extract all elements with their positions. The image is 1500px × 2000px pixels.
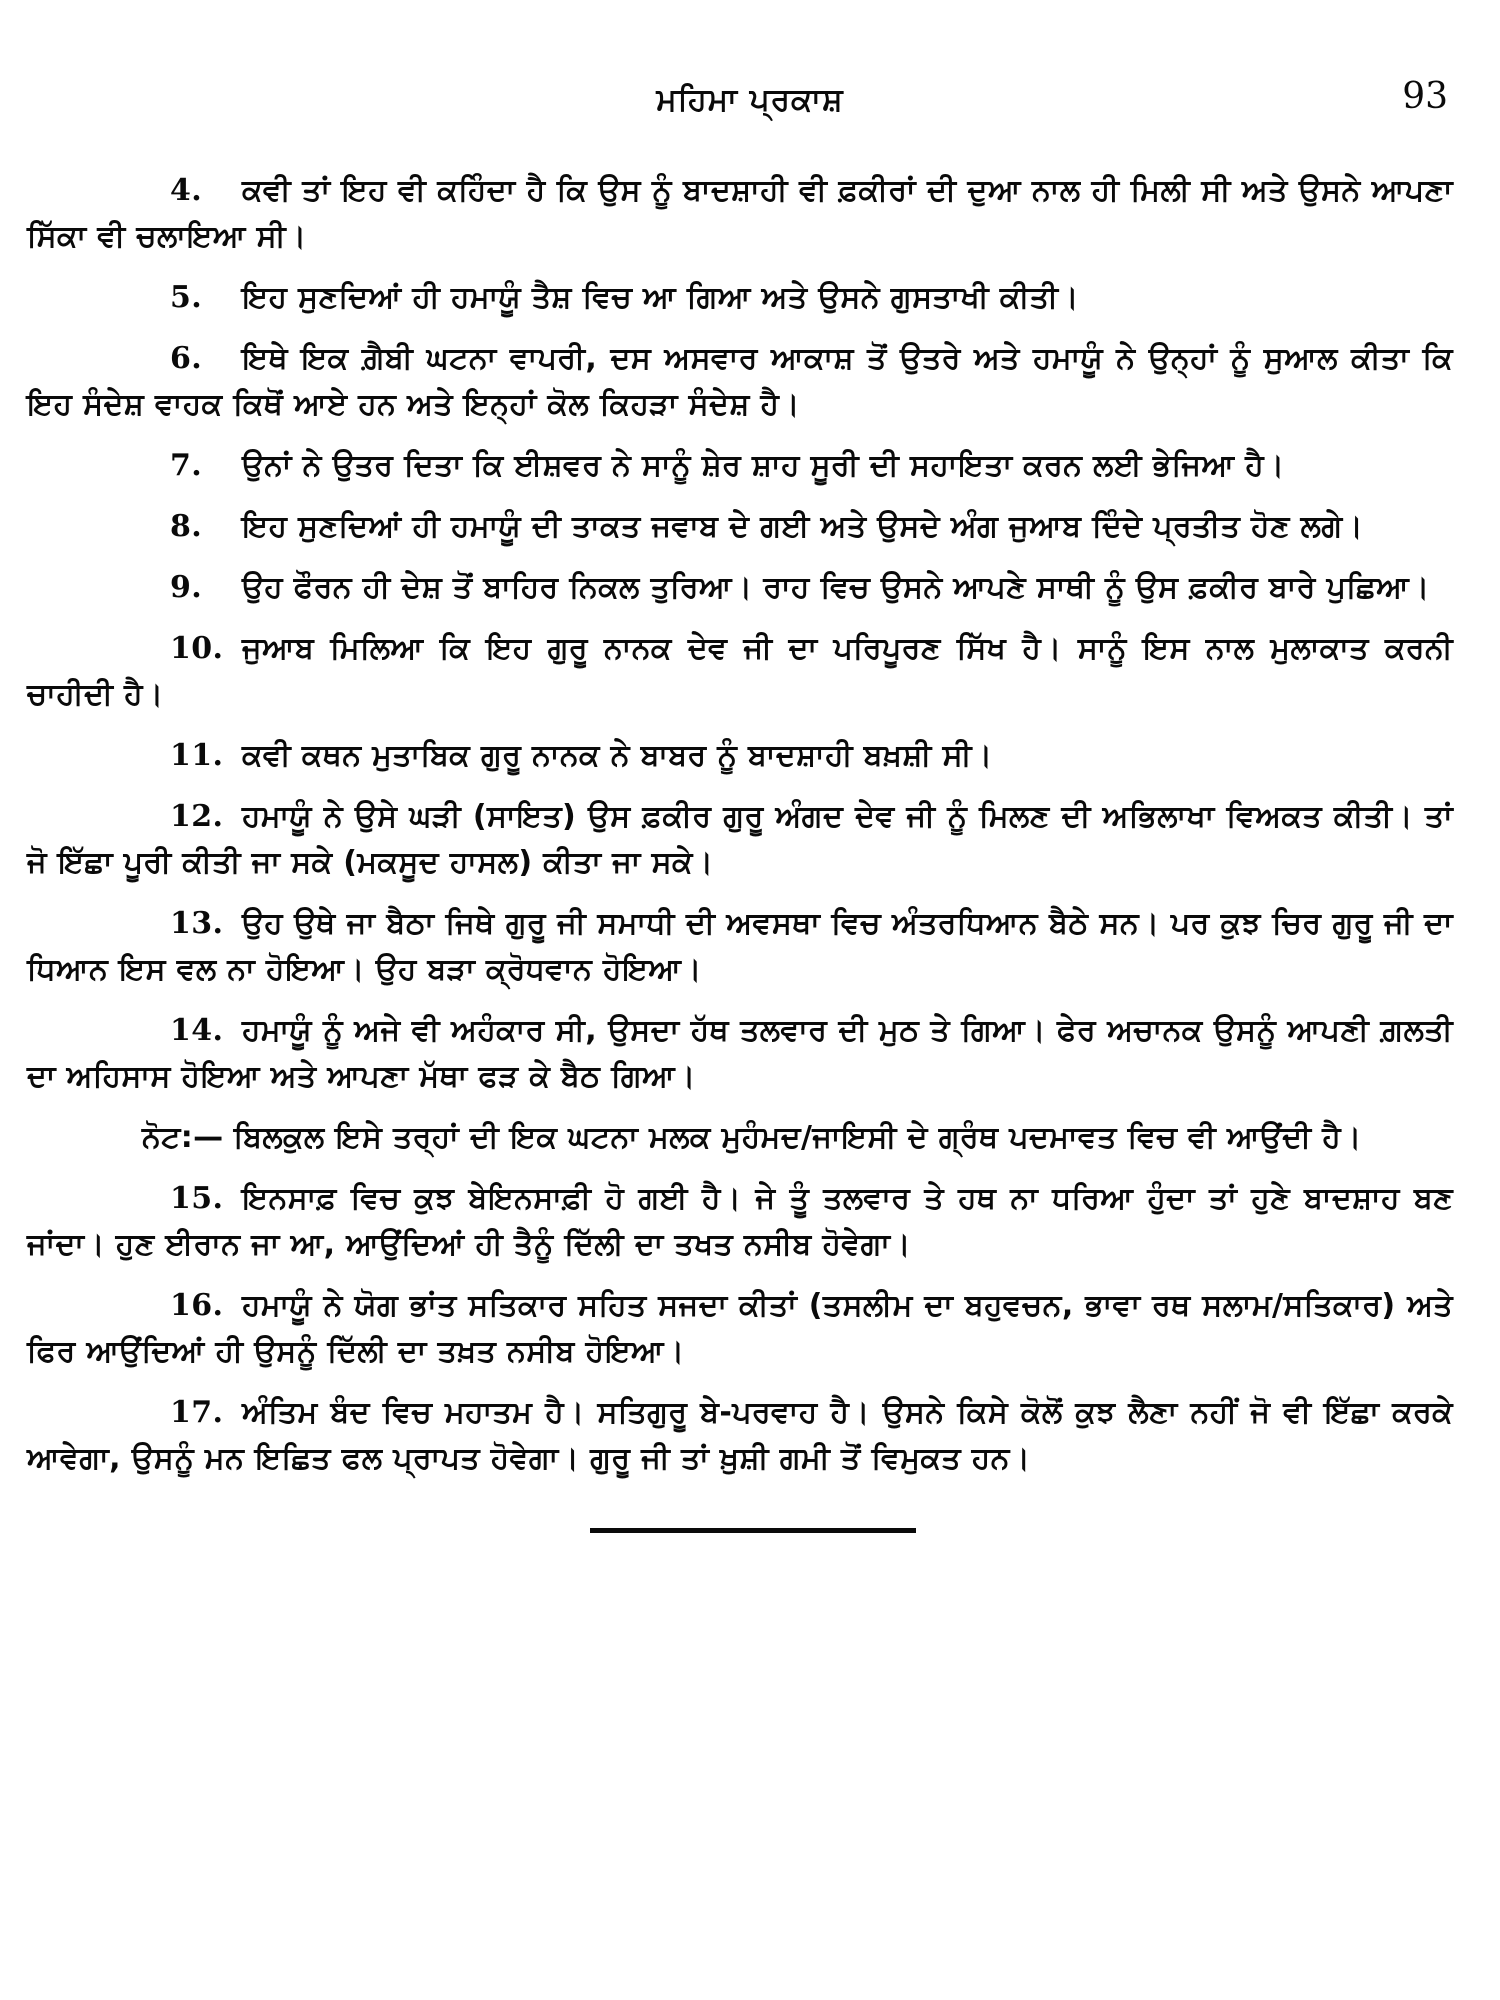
running-title: ਮਹਿਮਾ ਪ੍ਰਕਾਸ਼ xyxy=(656,82,844,118)
paragraph-17 xyxy=(27,1390,1453,1482)
paragraph-7 xyxy=(27,443,1453,489)
paragraph-15 xyxy=(27,1176,1453,1268)
paragraph-number: 13. xyxy=(170,906,224,941)
paragraph-4 xyxy=(27,168,1453,260)
paragraph-number: 17. xyxy=(170,1395,224,1430)
paragraph-10 xyxy=(27,626,1453,718)
paragraph-9 xyxy=(27,565,1453,611)
paragraph-number: 4. xyxy=(170,173,203,208)
paragraph-number: 5. xyxy=(170,280,203,315)
paragraph-14 xyxy=(27,1008,1453,1100)
note-label: ਨੋਟ:— xyxy=(142,1120,224,1155)
paragraph-number: 9. xyxy=(170,570,203,605)
paragraph-number: 10. xyxy=(170,631,224,666)
paragraph-text: ਉਹ ਫੌਰਨ ਹੀ ਦੇਸ਼ ਤੋਂ ਬਾਹਿਰ ਨਿਕਲ ਤੁਰਿਆ। ਰਾਹ ਵਿਚ ਉਸਨੇ ਆਪਣੇ ਸਾਥੀ ਨੂੰ ਉਸ ਫ਼ਕੀਰ ਬਾਰੇ ਪੁਛਿਆ। xyxy=(242,570,1430,605)
paragraph-13 xyxy=(27,901,1453,993)
paragraph-8 xyxy=(27,504,1453,550)
paragraph-text: ਜੁਆਬ ਮਿਲਿਆ ਕਿ ਇਹ ਗੁਰੂ ਨਾਨਕ ਦੇਵ ਜੀ ਦਾ ਪਰਿਪੂਰਣ ਸਿੱਖ ਹੈ। ਸਾਨੂੰ ਇਸ ਨਾਲ ਮੁਲਾਕਾਤ ਕਰਨੀ ਚਾਹੀਦੀ ਹੈ। xyxy=(27,631,1453,712)
paragraph-number: 11. xyxy=(170,738,224,773)
section-end-rule xyxy=(590,1528,916,1533)
note-paragraph xyxy=(27,1115,1453,1161)
paragraph-5 xyxy=(27,275,1453,321)
paragraph-text: ਹਮਾਯੂੰ ਨੇ ਉਸੇ ਘੜੀ (ਸਾਇਤ) ਉਸ ਫ਼ਕੀਰ ਗੁਰੂ ਅੰਗਦ ਦੇਵ ਜੀ ਨੂੰ ਮਿਲਣ ਦੀ ਅਭਿਲਾਖਾ ਵਿਅਕਤ ਕੀਤੀ। ਤਾਂ ਜੋ ਇੱਛਾ ਪੂਰੀ ਕੀਤੀ ਜਾ ਸਕੇ (ਮਕਸੂਦ ਹਾਸਲ) ਕੀਤਾ ਜਾ ਸਕੇ। xyxy=(27,799,1453,880)
paragraph-text: ਇਹ ਸੁਣਦਿਆਂ ਹੀ ਹਮਾਯੂੰ ਦੀ ਤਾਕਤ ਜਵਾਬ ਦੇ ਗਈ ਅਤੇ ਉਸਦੇ ਅੰਗ ਜੁਆਬ ਦਿੰਦੇ ਪ੍ਰਤੀਤ ਹੋਣ ਲਗੇ। xyxy=(242,509,1364,544)
paragraph-text: ਉਹ ਉਥੇ ਜਾ ਬੈਠਾ ਜਿਥੇ ਗੁਰੂ ਜੀ ਸਮਾਧੀ ਦੀ ਅਵਸਥਾ ਵਿਚ ਅੰਤਰਧਿਆਨ ਬੈਠੇ ਸਨ। ਪਰ ਕੁਝ ਚਿਰ ਗੁਰੂ ਜੀ ਦਾ ਧਿਆਨ ਇਸ ਵਲ ਨਾ ਹੋਇਆ। ਉਹ ਬੜਾ ਕ੍ਰੋਧਵਾਨ ਹੋਇਆ। xyxy=(27,906,1453,987)
paragraph-number: 6. xyxy=(170,341,203,376)
paragraph-6 xyxy=(27,336,1453,428)
paragraph-number: 8. xyxy=(170,509,203,544)
paragraph-text: ਇਹ ਸੁਣਦਿਆਂ ਹੀ ਹਮਾਯੂੰ ਤੈਸ਼ ਵਿਚ ਆ ਗਿਆ ਅਤੇ ਉਸਨੇ ਗੁਸਤਾਖੀ ਕੀਤੀ। xyxy=(242,280,1080,315)
note-text: ਬਿਲਕੁਲ ਇਸੇ ਤਰ੍ਹਾਂ ਦੀ ਇਕ ਘਟਨਾ ਮਲਕ ਮੁਹੰਮਦ/ਜਾਇਸੀ ਦੇ ਗ੍ਰੰਥ ਪਦਮਾਵਤ ਵਿਚ ਵੀ ਆਉਂਦੀ ਹੈ। xyxy=(233,1120,1362,1155)
running-header xyxy=(0,76,1500,132)
paragraph-number: 12. xyxy=(170,799,224,834)
paragraph-text: ਅੰਤਿਮ ਬੰਦ ਵਿਚ ਮਹਾਤਮ ਹੈ। ਸਤਿਗੁਰੂ ਬੇ-ਪਰਵਾਹ ਹੈ। ਉਸਨੇ ਕਿਸੇ ਕੋਲੋਂ ਕੁਝ ਲੈਣਾ ਨਹੀਂ ਜੋ ਵੀ ਇੱਛਾ ਕਰਕੇ ਆਵੇਗਾ, ਉਸਨੂੰ ਮਨ ਇਛਿਤ ਫਲ ਪ੍ਰਾਪਤ ਹੋਵੇਗਾ। ਗੁਰੂ ਜੀ ਤਾਂ ਖ਼ੁਸ਼ੀ ਗਮੀ ਤੋਂ ਵਿਮੁਕਤ ਹਨ। xyxy=(27,1395,1453,1476)
page-number: 93 xyxy=(1402,76,1448,117)
paragraph-text: ਇਨਸਾਫ਼ ਵਿਚ ਕੁਝ ਬੇਇਨਸਾਫ਼ੀ ਹੋ ਗਈ ਹੈ। ਜੇ ਤੂੰ ਤਲਵਾਰ ਤੇ ਹਥ ਨਾ ਧਰਿਆ ਹੁੰਦਾ ਤਾਂ ਹੁਣੇ ਬਾਦਸ਼ਾਹ ਬਣ ਜਾਂਦਾ। ਹੁਣ ਈਰਾਨ ਜਾ ਆ, ਆਉਂਦਿਆਂ ਹੀ ਤੈਨੂੰ ਦਿੱਲੀ ਦਾ ਤਖਤ ਨਸੀਬ ਹੋਵੇਗਾ। xyxy=(27,1181,1453,1262)
paragraph-text: ਹਮਾਯੂੰ ਨੇ ਯੋਗ ਭਾਂਤ ਸਤਿਕਾਰ ਸਹਿਤ ਸਜਦਾ ਕੀਤਾਂ (ਤਸਲੀਮ ਦਾ ਬਹੁਵਚਨ, ਭਾਵਾ ਰਥ ਸਲਾਮ/ਸਤਿਕਾਰ) ਅਤੇ ਫਿਰ ਆਉਂਦਿਆਂ ਹੀ ਉਸਨੂੰ ਦਿੱਲੀ ਦਾ ਤਖ਼ਤ ਨਸੀਬ ਹੋਇਆ। xyxy=(27,1288,1453,1369)
paragraph-12 xyxy=(27,794,1453,886)
paragraph-text: ਕਵੀ ਕਥਨ ਮੁਤਾਬਿਕ ਗੁਰੂ ਨਾਨਕ ਨੇ ਬਾਬਰ ਨੂੰ ਬਾਦਸ਼ਾਹੀ ਬਖ਼ਸ਼ੀ ਸੀ। xyxy=(242,738,993,773)
paragraph-number: 15. xyxy=(170,1181,224,1216)
paragraph-16 xyxy=(27,1283,1453,1375)
paragraph-text: ਇਥੇ ਇਕ ਗ਼ੈਬੀ ਘਟਨਾ ਵਾਪਰੀ, ਦਸ ਅਸਵਾਰ ਆਕਾਸ਼ ਤੋਂ ਉਤਰੇ ਅਤੇ ਹਮਾਯੂੰ ਨੇ ਉਨ੍ਹਾਂ ਨੂੰ ਸੁਆਲ ਕੀਤਾ ਕਿ ਇਹ ਸੰਦੇਸ਼ ਵਾਹਕ ਕਿਥੋਂ ਆਏ ਹਨ ਅਤੇ ਇਨ੍ਹਾਂ ਕੋਲ ਕਿਹੜਾ ਸੰਦੇਸ਼ ਹੈ। xyxy=(27,341,1453,422)
paragraph-number: 7. xyxy=(170,448,203,483)
body-text xyxy=(27,168,1453,1497)
paragraph-number: 16. xyxy=(170,1288,224,1323)
paragraph-11 xyxy=(27,733,1453,779)
paragraph-text: ਹਮਾਯੂੰ ਨੂੰ ਅਜੇ ਵੀ ਅਹੰਕਾਰ ਸੀ, ਉਸਦਾ ਹੱਥ ਤਲਵਾਰ ਦੀ ਮੁਠ ਤੇ ਗਿਆ। ਫੇਰ ਅਚਾਨਕ ਉਸਨੂੰ ਆਪਣੀ ਗ਼ਲਤੀ ਦਾ ਅਹਿਸਾਸ ਹੋਇਆ ਅਤੇ ਆਪਣਾ ਮੱਥਾ ਫੜ ਕੇ ਬੈਠ ਗਿਆ। xyxy=(27,1013,1453,1094)
paragraph-text: ਉਨਾਂ ਨੇ ਉਤਰ ਦਿਤਾ ਕਿ ਈਸ਼ਵਰ ਨੇ ਸਾਨੂੰ ਸ਼ੇਰ ਸ਼ਾਹ ਸੂਰੀ ਦੀ ਸਹਾਇਤਾ ਕਰਨ ਲਈ ਭੇਜਿਆ ਹੈ। xyxy=(242,448,1285,483)
paragraph-text: ਕਵੀ ਤਾਂ ਇਹ ਵੀ ਕਹਿੰਦਾ ਹੈ ਕਿ ਉਸ ਨੂੰ ਬਾਦਸ਼ਾਹੀ ਵੀ ਫ਼ਕੀਰਾਂ ਦੀ ਦੁਆ ਨਾਲ ਹੀ ਮਿਲੀ ਸੀ ਅਤੇ ਉਸਨੇ ਆਪਣਾ ਸਿੱਕਾ ਵੀ ਚਲਾਇਆ ਸੀ। xyxy=(27,173,1453,254)
paragraph-number: 14. xyxy=(170,1013,224,1048)
